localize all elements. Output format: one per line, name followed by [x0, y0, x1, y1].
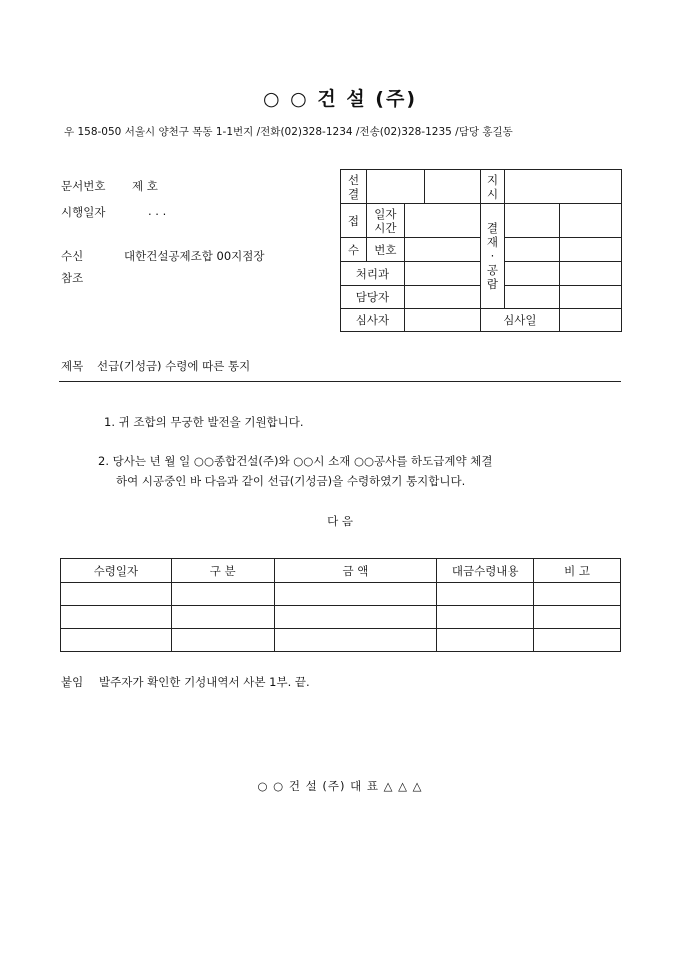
table-row	[61, 606, 621, 629]
gyeoljae-blank-1a	[505, 204, 560, 238]
jisi-cell: 지시	[480, 170, 505, 204]
gyeoljae-blank-2b	[560, 238, 622, 262]
gyeoljae-blank-4b	[560, 286, 622, 309]
date-time-cell	[366, 204, 404, 238]
seongyeol-blank-1	[366, 170, 424, 204]
doc-number-label: 문서번호	[61, 179, 106, 193]
subject-label: 제목	[61, 359, 84, 373]
date-time-line2: 시간	[374, 220, 397, 235]
reviewer-blank	[404, 309, 480, 332]
date-time-blank	[404, 204, 480, 238]
date-value: . . .	[148, 204, 167, 218]
attachment-label: 붙임	[61, 675, 84, 689]
receipt-table	[60, 558, 621, 652]
gyeoljae-blank-3b	[560, 262, 622, 286]
gyeoljae-cell	[480, 204, 505, 309]
address-line: 우 158-050 서울시 양천구 목동 1-1번지 /전화(02)328-1234 /전송(02)328-1235 /담당 홍길동	[64, 126, 513, 138]
col-header-category: 구 분	[171, 559, 274, 583]
paragraph-2-line-1: 2. 당사는 년 월 일 ○○종합건설(주)와 ○○시 소재 ○○공사를 하도급계약 체결	[98, 454, 493, 468]
col-header-receipt-date: 수령일자	[61, 559, 172, 583]
subject-text: 선급(기성금) 수령에 따른 통지	[97, 359, 251, 373]
gyeoljae-blank-3a	[505, 262, 560, 286]
review-date-blank	[560, 309, 622, 332]
processing-dept-blank	[404, 262, 480, 286]
jeop-cell: 접	[341, 204, 367, 238]
recipient-label: 수신	[61, 249, 84, 263]
review-date-cell: 심사일	[480, 309, 560, 332]
table-row	[61, 629, 621, 652]
attachment-text: 발주자가 확인한 기성내역서 사본 1부. 끝.	[99, 675, 310, 689]
date-time-line1: 일자	[374, 206, 397, 221]
company-title: ○ ○ 건 설 (주)	[262, 88, 418, 110]
processing-dept-cell: 처리과	[341, 262, 405, 286]
reference-label: 참조	[61, 271, 84, 285]
recipient-value: 대한건설공제조합 00지점장	[124, 249, 265, 263]
footer-signature: ○ ○ 건 설 (주) 대 표 △ △ △	[257, 779, 423, 793]
jisi-blank	[505, 170, 622, 204]
da-eum-heading: 다 음	[327, 514, 353, 528]
approval-grid	[340, 169, 622, 332]
table-header-row	[61, 559, 621, 583]
table-row	[61, 583, 621, 606]
gyeoljae-char-1: 결	[486, 221, 499, 235]
doc-number-value: 제 호	[132, 179, 158, 193]
col-header-remarks: 비 고	[534, 559, 621, 583]
col-header-amount: 금 액	[274, 559, 437, 583]
paragraph-2-line-2: 하여 시공중인 바 다음과 같이 선급(기성금)을 수령하였기 통지합니다.	[116, 474, 466, 488]
seongyeol-cell: 선결	[341, 170, 367, 204]
number-cell: 번호	[366, 238, 404, 262]
gyeoljae-char-2: 재	[486, 235, 499, 249]
paragraph-1: 1. 귀 조합의 무궁한 발전을 기원합니다.	[104, 415, 304, 429]
gyeoljae-char-4: 공	[486, 263, 499, 277]
gyeoljae-blank-1b	[560, 204, 622, 238]
number-blank	[404, 238, 480, 262]
col-header-payment-details: 대금수령내용	[437, 559, 534, 583]
gyeoljae-char-5: 람	[486, 277, 499, 291]
person-in-charge-cell: 담당자	[341, 286, 405, 309]
person-in-charge-blank	[404, 286, 480, 309]
seongyeol-blank-2	[424, 170, 480, 204]
gyeoljae-char-3: ·	[490, 249, 495, 263]
reviewer-cell: 심사자	[341, 309, 405, 332]
subject-divider	[59, 381, 621, 382]
gyeoljae-blank-4a	[505, 286, 560, 309]
date-label: 시행일자	[61, 205, 106, 219]
su-cell: 수	[341, 238, 367, 262]
gyeoljae-blank-2a	[505, 238, 560, 262]
